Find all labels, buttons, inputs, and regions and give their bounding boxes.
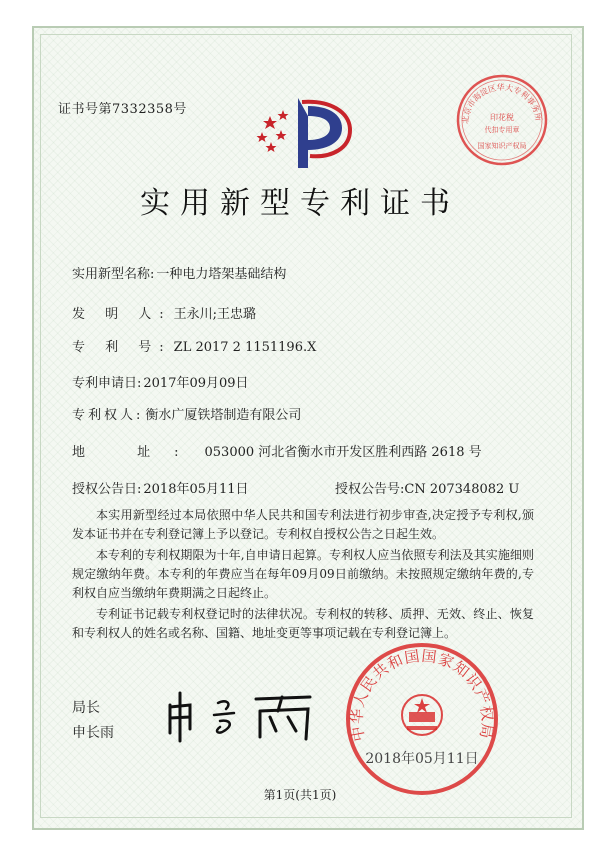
grant-date-label: 授权公告日:	[72, 482, 142, 497]
inventor-value: 王永川;王忠璐	[173, 307, 257, 322]
filing-date-label: 专利申请日:	[72, 376, 142, 391]
name-label: 实用新型名称:	[72, 267, 155, 282]
svg-text:2018年05月11日: 2018年05月11日	[365, 751, 479, 767]
grant-number-label: 授权公告号:	[335, 482, 405, 497]
patentee-row	[72, 404, 301, 423]
address-value: 053000 河北省衡水市开发区胜利西路 2618 号	[204, 445, 482, 460]
grant-number-value: CN 207348082 U	[404, 482, 520, 497]
address-label: 地 址:	[72, 445, 203, 460]
patentee-value: 衡水广厦铁塔制造有限公司	[145, 408, 302, 423]
paragraph-term: 本专利的专利权期限为十年,自申请日起算。专利权人应当依照专利法及其实施细则规定缴纳年费。本专利的年费应当在每年09月09日前缴纳。未按照规定缴纳年费的,专利权自应当缴纳年费期满之日起终止。	[72, 548, 534, 600]
certificate-title: 实用新型专利证书	[140, 186, 460, 221]
certificate-body-text	[72, 506, 534, 645]
patent-number-row	[72, 336, 316, 355]
patent-number-label: 专 利 号:	[72, 340, 172, 355]
patent-number-value: ZL 2017 2 1151196.X	[173, 340, 317, 355]
svg-text:印花税: 印花税	[490, 113, 514, 122]
svg-text:国家知识产权局: 国家知识产权局	[477, 142, 527, 150]
grant-number-row	[335, 478, 519, 497]
svg-text:北京市海淀区华大专利事务所: 北京市海淀区华大专利事务所	[460, 82, 543, 125]
official-seal-stamp	[343, 640, 501, 798]
name-value: 一种电力塔架基础结构	[156, 267, 287, 282]
tax-seal-stamp	[454, 72, 550, 168]
inventor-label: 发 明 人:	[72, 307, 172, 322]
director-signature	[160, 685, 320, 745]
filing-date-row	[72, 372, 249, 391]
director-name: 申长雨	[72, 725, 114, 741]
patent-office-logo-icon	[250, 88, 360, 178]
svg-text:中华人民共和国国家知识产权局: 中华人民共和国国家知识产权局	[347, 646, 497, 743]
svg-text:代扣专用章: 代扣专用章	[484, 126, 520, 134]
utility-model-name-row	[72, 263, 286, 282]
director-title: 局长	[72, 700, 100, 716]
patentee-label: 专利权人:	[72, 408, 144, 423]
grant-date-row	[72, 478, 249, 497]
address-row	[72, 441, 482, 460]
certificate-number: 证书号第7332358号	[58, 102, 187, 117]
page-footer: 第1页(共1页)	[263, 788, 337, 802]
filing-date-value: 2017年09月09日	[143, 376, 249, 391]
inventor-row	[72, 303, 256, 322]
paragraph-grant: 本实用新型经过本局依照中华人民共和国专利法进行初步审查,决定授予专利权,颁发本证书并在专利登记簿上予以登记。专利权自授权公告之日起生效。	[72, 508, 534, 541]
paragraph-legal-status: 专利证书记载专利权登记时的法律状况。专利权的转移、质押、无效、终止、恢复和专利权人的姓名或名称、国籍、地址变更等事项记载在专利登记簿上。	[72, 607, 534, 640]
grant-date-value: 2018年05月11日	[143, 482, 249, 497]
